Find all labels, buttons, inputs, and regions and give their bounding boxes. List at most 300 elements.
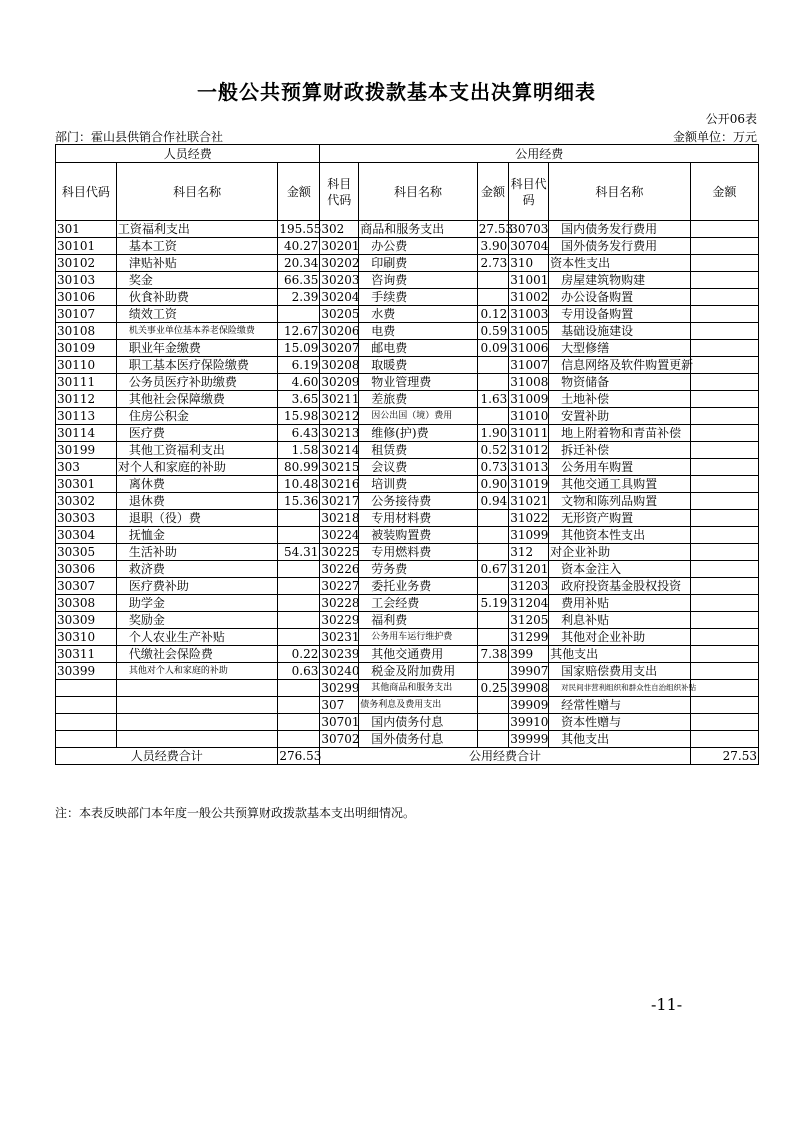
name-cell: 政府投资基金股权投资: [549, 578, 691, 595]
code-cell: 30108: [56, 323, 117, 340]
table-row: [56, 527, 759, 544]
amount-cell: [278, 629, 320, 646]
code-cell: 31003: [510, 307, 549, 321]
name-cell: 无形资产购置: [549, 510, 691, 527]
name-cell: 土地补偿: [549, 391, 691, 408]
name-cell: 伙食补助费: [116, 289, 278, 306]
name-cell: 其他商品和服务支出: [359, 680, 478, 697]
code-cell: 30305: [56, 544, 117, 561]
public-total-label: 公用经费合计: [320, 748, 690, 765]
table-row: [56, 323, 759, 340]
public-total-value: 27.53: [690, 748, 758, 765]
table-row: [56, 493, 759, 510]
amount-cell: [690, 238, 758, 255]
code-cell: 31022: [510, 511, 549, 525]
name-cell: 其他对企业补助: [549, 629, 691, 646]
name-cell: 租赁费: [359, 442, 478, 459]
amount-cell: 10.48: [278, 476, 320, 493]
code-cell: 30207: [321, 341, 360, 355]
amount-cell: [477, 697, 508, 714]
col-amount-header: 金额: [278, 163, 320, 221]
code-cell: 30224: [321, 528, 360, 542]
code-cell: 31299: [510, 630, 549, 644]
amount-cell: 0.94: [477, 493, 508, 510]
table-row: [56, 663, 759, 680]
name-cell: 手续费: [359, 289, 478, 306]
name-cell: 工资福利支出: [116, 221, 278, 238]
table-row: [56, 629, 759, 646]
amount-cell: [278, 578, 320, 595]
code-cell: 399: [509, 646, 549, 663]
name-cell: 费用补贴: [549, 595, 691, 612]
code-cell: 30214: [321, 443, 360, 457]
name-cell: 会议费: [359, 459, 478, 476]
code-cell: 30110: [56, 357, 117, 374]
amount-cell: [477, 272, 508, 289]
code-cell: 30229: [321, 613, 360, 627]
table-row: [56, 340, 759, 357]
code-cell: 39907: [510, 664, 549, 678]
name-cell: 办公设备购置: [549, 289, 691, 306]
code-cell: 302: [320, 221, 359, 238]
name-cell: [116, 680, 278, 697]
code-cell: 30704: [510, 239, 549, 253]
name-cell: 对民间非营利组织和群众性自治组织补贴: [549, 680, 691, 697]
name-cell: 对个人和家庭的补助: [116, 459, 278, 476]
name-cell: 物业管理费: [359, 374, 478, 391]
amount-cell: 6.43: [278, 425, 320, 442]
amount-cell: [690, 493, 758, 510]
table-row: [56, 408, 759, 425]
amount-cell: 66.35: [278, 272, 320, 289]
name-cell: 其他工资福利支出: [116, 442, 278, 459]
name-cell: 奖金: [116, 272, 278, 289]
name-cell: 福利费: [359, 612, 478, 629]
totals-row: [56, 748, 759, 765]
code-cell: 30303: [56, 510, 117, 527]
amount-cell: [690, 340, 758, 357]
name-cell: 救济费: [116, 561, 278, 578]
personnel-header: 人员经费: [56, 145, 320, 163]
code-cell: 30203: [321, 273, 360, 287]
name-cell: 维修(护)费: [359, 425, 478, 442]
amount-cell: 20.34: [278, 255, 320, 272]
col-name-header: 科目名称: [116, 163, 278, 221]
name-cell: 经常性赠与: [549, 697, 691, 714]
table-row: [56, 442, 759, 459]
name-cell: 其他支出: [549, 731, 691, 748]
code-cell: 31203: [510, 579, 549, 593]
name-cell: 国外债务发行费用: [549, 238, 691, 255]
name-cell: 个人农业生产补贴: [116, 629, 278, 646]
code-cell: 30703: [510, 222, 549, 236]
amount-cell: [690, 272, 758, 289]
code-cell: 30114: [56, 425, 117, 442]
name-cell: 绩效工资: [116, 306, 278, 323]
table-row: [56, 476, 759, 493]
code-cell: 30217: [321, 494, 360, 508]
amount-cell: [690, 255, 758, 272]
code-cell: 31099: [510, 528, 549, 542]
amount-cell: 0.63: [278, 663, 320, 680]
code-cell: 30204: [321, 290, 360, 304]
code-cell: 30112: [56, 391, 117, 408]
name-cell: 专用设备购置: [549, 306, 691, 323]
page-number: -11-: [651, 995, 683, 1014]
amount-cell: 80.99: [278, 459, 320, 476]
amount-cell: 2.39: [278, 289, 320, 306]
name-cell: 劳务费: [359, 561, 478, 578]
table-row: [56, 357, 759, 374]
amount-cell: [690, 527, 758, 544]
code-cell: 31005: [510, 324, 549, 338]
code-cell: 30226: [321, 562, 360, 576]
table-row: [56, 595, 759, 612]
col-name-header: 科目名称: [359, 163, 478, 221]
amount-cell: [690, 646, 758, 663]
amount-cell: [690, 612, 758, 629]
name-cell: 其他支出: [549, 646, 691, 663]
name-cell: 退休费: [116, 493, 278, 510]
name-cell: 商品和服务支出: [359, 221, 478, 238]
col-code-header: 科目代码: [56, 163, 117, 221]
amount-cell: [477, 612, 508, 629]
amount-cell: [690, 629, 758, 646]
table-row: [56, 697, 759, 714]
name-cell: 津贴补贴: [116, 255, 278, 272]
name-cell: 其他交通费用: [359, 646, 478, 663]
code-cell: 30304: [56, 527, 117, 544]
name-cell: 专用燃料费: [359, 544, 478, 561]
table-row: [56, 272, 759, 289]
code-cell: 30309: [56, 612, 117, 629]
amount-cell: [690, 476, 758, 493]
name-cell: 代缴社会保险费: [116, 646, 278, 663]
code-cell: 30239: [321, 647, 360, 661]
name-cell: 专用材料费: [359, 510, 478, 527]
code-cell: 31002: [510, 290, 549, 304]
code-cell: 30208: [321, 358, 360, 372]
amount-cell: [278, 612, 320, 629]
code-cell: 31201: [510, 562, 549, 576]
code-cell: 30103: [56, 272, 117, 289]
code-cell: 30102: [56, 255, 117, 272]
code-cell: [56, 714, 117, 731]
name-cell: [116, 697, 278, 714]
code-cell: 30301: [56, 476, 117, 493]
amount-cell: [690, 374, 758, 391]
amount-cell: 15.98: [278, 408, 320, 425]
amount-cell: 5.19: [477, 595, 508, 612]
amount-cell: [690, 561, 758, 578]
name-cell: 奖励金: [116, 612, 278, 629]
code-cell: 39999: [510, 732, 549, 746]
code-cell: 30240: [321, 664, 360, 678]
name-cell: 基础设施建设: [549, 323, 691, 340]
code-cell: 30107: [56, 306, 117, 323]
table-row: [56, 578, 759, 595]
table-row: [56, 544, 759, 561]
name-cell: 物资储备: [549, 374, 691, 391]
code-cell: [56, 697, 117, 714]
name-cell: 信息网络及软件购置更新: [549, 357, 691, 374]
amount-cell: 0.90: [477, 476, 508, 493]
code-cell: 30399: [56, 663, 117, 680]
amount-cell: [690, 714, 758, 731]
name-cell: 房屋建筑物购建: [549, 272, 691, 289]
col-name-header: 科目名称: [549, 163, 691, 221]
name-cell: 国内债务付息: [359, 714, 478, 731]
personnel-total-value: 276.53: [279, 749, 322, 763]
code-cell: 30308: [56, 595, 117, 612]
code-cell: 30213: [321, 426, 360, 440]
name-cell: 生活补助: [116, 544, 278, 561]
amount-cell: [278, 306, 320, 323]
page-title: 一般公共预算财政拨款基本支出决算明细表: [197, 80, 596, 104]
name-cell: 其他交通工具购置: [549, 476, 691, 493]
code-cell: 30302: [56, 493, 117, 510]
code-cell: 31001: [510, 273, 549, 287]
name-cell: 拆迁补偿: [549, 442, 691, 459]
code-cell: 30109: [56, 340, 117, 357]
name-cell: 公务用车购置: [549, 459, 691, 476]
amount-cell: 1.90: [477, 425, 508, 442]
amount-cell: [690, 544, 758, 561]
code-cell: [56, 680, 117, 697]
amount-cell: 40.27: [278, 238, 320, 255]
amount-cell: [690, 221, 758, 238]
amount-cell: [477, 544, 508, 561]
amount-cell: 0.09: [477, 340, 508, 357]
code-cell: 30307: [56, 578, 117, 595]
name-cell: 债务利息及费用支出: [359, 697, 478, 714]
amount-cell: 0.25: [477, 680, 508, 697]
name-cell: 委托业务费: [359, 578, 478, 595]
table-row: [56, 255, 759, 272]
amount-cell: [477, 527, 508, 544]
name-cell: 医疗费: [116, 425, 278, 442]
amount-cell: [477, 663, 508, 680]
amount-cell: [690, 391, 758, 408]
code-cell: 307: [320, 697, 359, 714]
amount-cell: 6.19: [278, 357, 320, 374]
amount-cell: 0.12: [477, 306, 508, 323]
amount-cell: [690, 510, 758, 527]
amount-cell: [477, 731, 508, 748]
name-cell: 机关事业单位基本养老保险缴费: [116, 323, 278, 340]
name-cell: 基本工资: [116, 238, 278, 255]
table-row: [56, 714, 759, 731]
col-amount-header: 金额: [477, 163, 508, 221]
amount-cell: 0.22: [278, 646, 320, 663]
amount-cell: [278, 697, 320, 714]
code-cell: 30113: [56, 408, 117, 425]
name-cell: 咨询费: [359, 272, 478, 289]
code-cell: 30306: [56, 561, 117, 578]
name-cell: 安置补助: [549, 408, 691, 425]
amount-cell: [690, 442, 758, 459]
code-cell: 30218: [321, 511, 360, 525]
code-cell: 30205: [321, 307, 360, 321]
amount-cell: [477, 357, 508, 374]
name-cell: [116, 714, 278, 731]
name-cell: 职业年金缴费: [116, 340, 278, 357]
table-row: [56, 391, 759, 408]
name-cell: 助学金: [116, 595, 278, 612]
amount-cell: [278, 731, 320, 748]
table-row: [56, 646, 759, 663]
amount-cell: [477, 374, 508, 391]
name-cell: 税金及附加费用: [359, 663, 478, 680]
table-row: [56, 221, 759, 238]
name-cell: 其他对个人和家庭的补助: [116, 663, 278, 680]
name-cell: 邮电费: [359, 340, 478, 357]
code-cell: 31009: [510, 392, 549, 406]
code-cell: 31019: [510, 477, 549, 491]
code-cell: 30199: [56, 442, 117, 459]
code-cell: 30228: [321, 596, 360, 610]
name-cell: 抚恤金: [116, 527, 278, 544]
name-cell: 电费: [359, 323, 478, 340]
table-row: [56, 731, 759, 748]
amount-cell: [690, 408, 758, 425]
table-row: [56, 289, 759, 306]
amount-cell: 3.90: [477, 238, 508, 255]
code-cell: 30311: [56, 646, 117, 663]
amount-cell: [690, 459, 758, 476]
name-cell: 被装购置费: [359, 527, 478, 544]
expenditure-table: [55, 144, 759, 765]
table-row: [56, 425, 759, 442]
col-code-header: 科目代码: [509, 163, 549, 221]
amount-cell: [690, 697, 758, 714]
code-cell: 31205: [510, 613, 549, 627]
amount-cell: 1.58: [278, 442, 320, 459]
code-cell: 31013: [510, 460, 549, 474]
amount-cell: 3.65: [278, 391, 320, 408]
name-cell: 其他资本性支出: [549, 527, 691, 544]
amount-cell: 0.59: [477, 323, 508, 340]
code-cell: 30701: [321, 715, 360, 729]
amount-cell: 15.36: [278, 493, 320, 510]
table-row: [56, 374, 759, 391]
name-cell: 办公费: [359, 238, 478, 255]
amount-cell: [477, 714, 508, 731]
code-cell: 30216: [321, 477, 360, 491]
amount-cell: [477, 578, 508, 595]
public-header: 公用经费: [320, 145, 759, 163]
code-cell: 30231: [321, 630, 360, 644]
code-cell: 30702: [321, 732, 360, 746]
amount-cell: [690, 595, 758, 612]
code-cell: 30202: [321, 256, 360, 270]
code-cell: 30215: [321, 460, 360, 474]
name-cell: 印刷费: [359, 255, 478, 272]
table-row: [56, 306, 759, 323]
amount-cell: [278, 680, 320, 697]
name-cell: 因公出国（境）费用: [359, 408, 478, 425]
code-cell: 30206: [321, 324, 360, 338]
amount-cell: [690, 578, 758, 595]
code-cell: 312: [509, 544, 549, 561]
name-cell: 其他社会保障缴费: [116, 391, 278, 408]
name-cell: 公务接待费: [359, 493, 478, 510]
amount-cell: 195.55: [279, 222, 322, 236]
unit-label: 金额单位：万元: [672, 130, 757, 144]
code-cell: 39908: [510, 681, 549, 695]
name-cell: 培训费: [359, 476, 478, 493]
name-cell: 工会经费: [359, 595, 478, 612]
code-cell: 31011: [510, 426, 549, 440]
amount-cell: [278, 714, 320, 731]
amount-cell: [690, 306, 758, 323]
code-cell: 31012: [510, 443, 549, 457]
name-cell: 职工基本医疗保险缴费: [116, 357, 278, 374]
name-cell: 地上附着物和青苗补偿: [549, 425, 691, 442]
code-cell: 31008: [510, 375, 549, 389]
table-tag: 公开06表: [705, 112, 757, 126]
table-row: [56, 459, 759, 476]
code-cell: 30111: [56, 374, 117, 391]
amount-cell: [690, 323, 758, 340]
code-cell: 30299: [321, 681, 360, 695]
table-row: [56, 680, 759, 697]
name-cell: 住房公积金: [116, 408, 278, 425]
amount-cell: 0.73: [477, 459, 508, 476]
name-cell: 退职（役）费: [116, 510, 278, 527]
name-cell: 差旅费: [359, 391, 478, 408]
code-cell: [56, 731, 117, 748]
amount-cell: 0.52: [477, 442, 508, 459]
name-cell: 水费: [359, 306, 478, 323]
amount-cell: 7.38: [477, 646, 508, 663]
amount-cell: [690, 357, 758, 374]
amount-cell: [477, 289, 508, 306]
personnel-total-label: 人员经费合计: [56, 748, 278, 765]
code-cell: 39909: [510, 698, 549, 712]
code-cell: 301: [56, 221, 117, 238]
amount-cell: [477, 510, 508, 527]
footnote: 注：本表反映部门本年度一般公共预算财政拨款基本支出明细情况。: [55, 806, 416, 820]
table-row: [56, 612, 759, 629]
table-row: [56, 238, 759, 255]
amount-cell: [477, 408, 508, 425]
amount-cell: 27.53: [478, 222, 514, 236]
col-amount-header: 金额: [690, 163, 758, 221]
code-cell: 31006: [510, 341, 549, 355]
name-cell: 大型修缮: [549, 340, 691, 357]
amount-cell: 2.73: [477, 255, 508, 272]
name-cell: 公务员医疗补助缴费: [116, 374, 278, 391]
code-cell: 30212: [321, 409, 360, 423]
code-cell: 30101: [56, 238, 117, 255]
amount-cell: 0.67: [477, 561, 508, 578]
code-cell: 30211: [321, 392, 360, 406]
name-cell: 对企业补助: [549, 544, 691, 561]
name-cell: 公务用车运行维护费: [359, 629, 478, 646]
amount-cell: 54.31: [278, 544, 320, 561]
department-label: 部门：霍山县供销合作社联合社: [55, 130, 224, 144]
name-cell: 文物和陈列品购置: [549, 493, 691, 510]
amount-cell: [690, 425, 758, 442]
code-cell: 310: [509, 255, 549, 272]
name-cell: 资本性支出: [549, 255, 691, 272]
amount-cell: [278, 527, 320, 544]
code-cell: 31007: [510, 358, 549, 372]
amount-cell: [690, 663, 758, 680]
amount-cell: 4.60: [278, 374, 320, 391]
name-cell: 资本性赠与: [549, 714, 691, 731]
